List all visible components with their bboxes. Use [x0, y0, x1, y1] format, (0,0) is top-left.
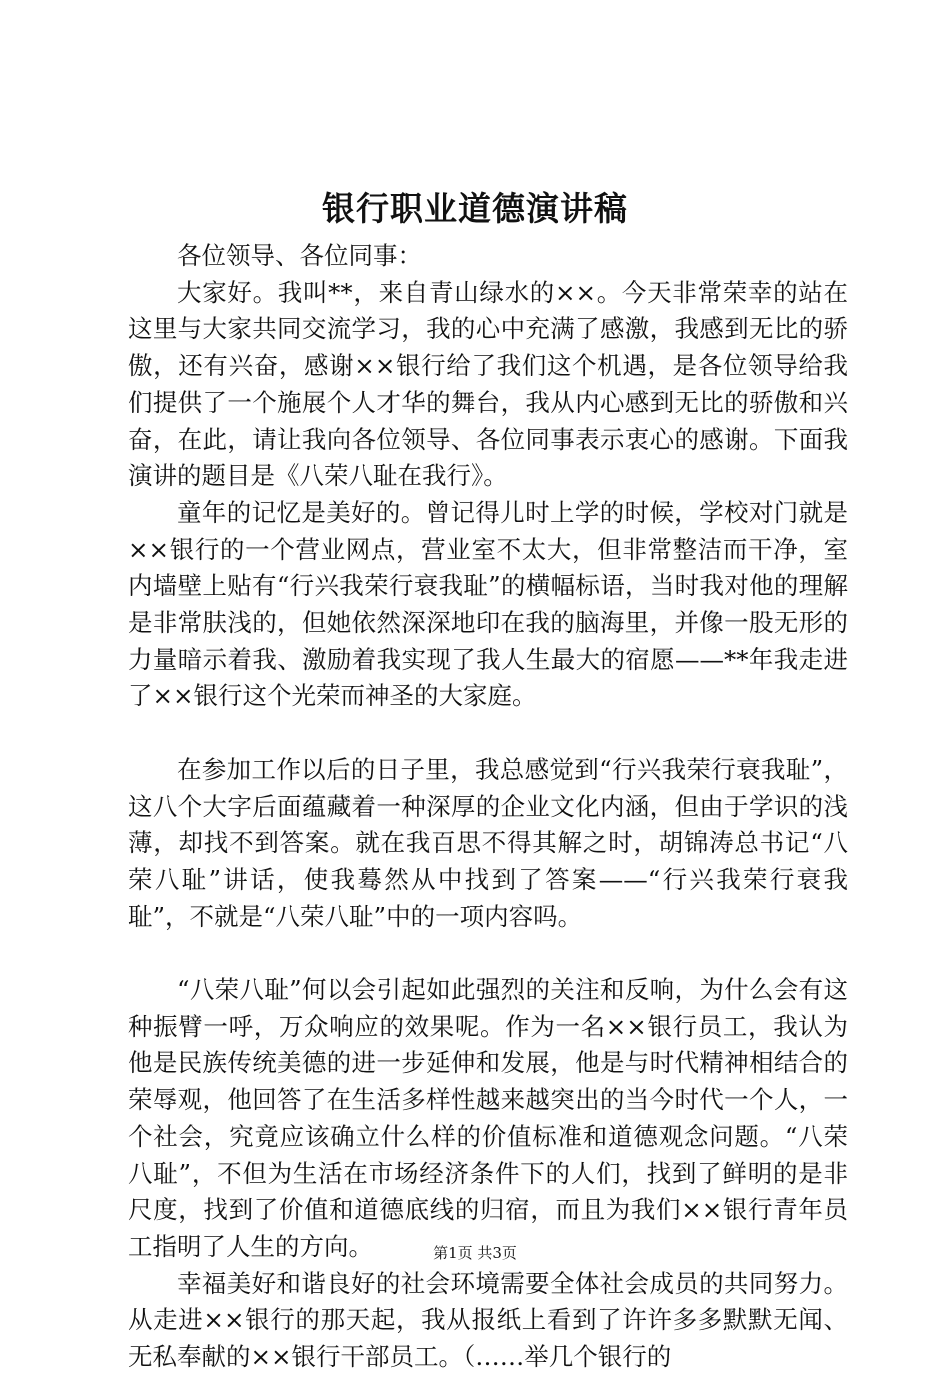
paragraph-5: 幸福美好和谐良好的社会环境需要全体社会成员的共同努力。从走进××银行的那天起，我从报纸上看到了许许多多默默无闻、无私奉献的××银行干部员工。（……举几个银行的: [128, 1268, 848, 1372]
paragraph-2: 童年的记忆是美好的。曾记得儿时上学的时候，学校对门就是××银行的一个营业网点，营业室不太大，但非常整洁而干净，室内墙壁上贴有“行兴我荣行衰我耻”的横幅标语，当时我对他的理解是非常肤浅的，但她依然深深地印在我的脑海里，并像一股无形的力量暗示着我、激励着我实现了我人生最大的宿愿——**年我走进了××银行这个光荣而神圣的大家庭。: [128, 497, 848, 711]
greeting: 各位领导、各位同事：: [177, 241, 422, 270]
document-title: 银行职业道德演讲稿: [322, 189, 628, 228]
paragraph-4: “八荣八耻”何以会引起如此强烈的关注和反响，为什么会有这种振臂一呼，万众响应的效果呢。作为一名××银行员工，我认为他是民族传统美德的进一步延伸和发展，他是与时代精神相结合的荣辱观，他回答了在生活多样性越来越突出的当今时代一个人，一个社会，究竟应该确立什么样的价值标准和道德观念问题。“八荣八耻”，不但为生活在市场经济条件下的人们，找到了鲜明的是非尺度，找到了价值和道德底线的归宿，而且为我们××银行青年员工指明了人生的方向。: [128, 975, 848, 1261]
page-footer: 第1页 共3页: [433, 1244, 517, 1262]
paragraph-1: 大家好。我叫**，来自青山绿水的××。今天非常荣幸的站在这里与大家共同交流学习，我的心中充满了感激，我感到无比的骄傲，还有兴奋，感谢××银行给了我们这个机遇，是各位领导给我们提供了一个施展个人才华的舞台，我从内心感到无比的骄傲和兴奋，在此，请让我向各位领导、各位同事表示衷心的感谢。下面我演讲的题目是《八荣八耻在我行》。: [128, 277, 848, 491]
document-body: [128, 238, 848, 1376]
paragraph-3: 在参加工作以后的日子里，我总感觉到“行兴我荣行衰我耻”，这八个大字后面蕴藏着一种深厚的企业文化内涵，但由于学识的浅薄，却找不到答案。就在我百思不得其解之时，胡锦涛总书记“八荣八耻”讲话，使我蓦然从中找到了答案——“行兴我荣行衰我耻”，不就是“八荣八耻”中的一项内容吗。: [128, 754, 848, 931]
